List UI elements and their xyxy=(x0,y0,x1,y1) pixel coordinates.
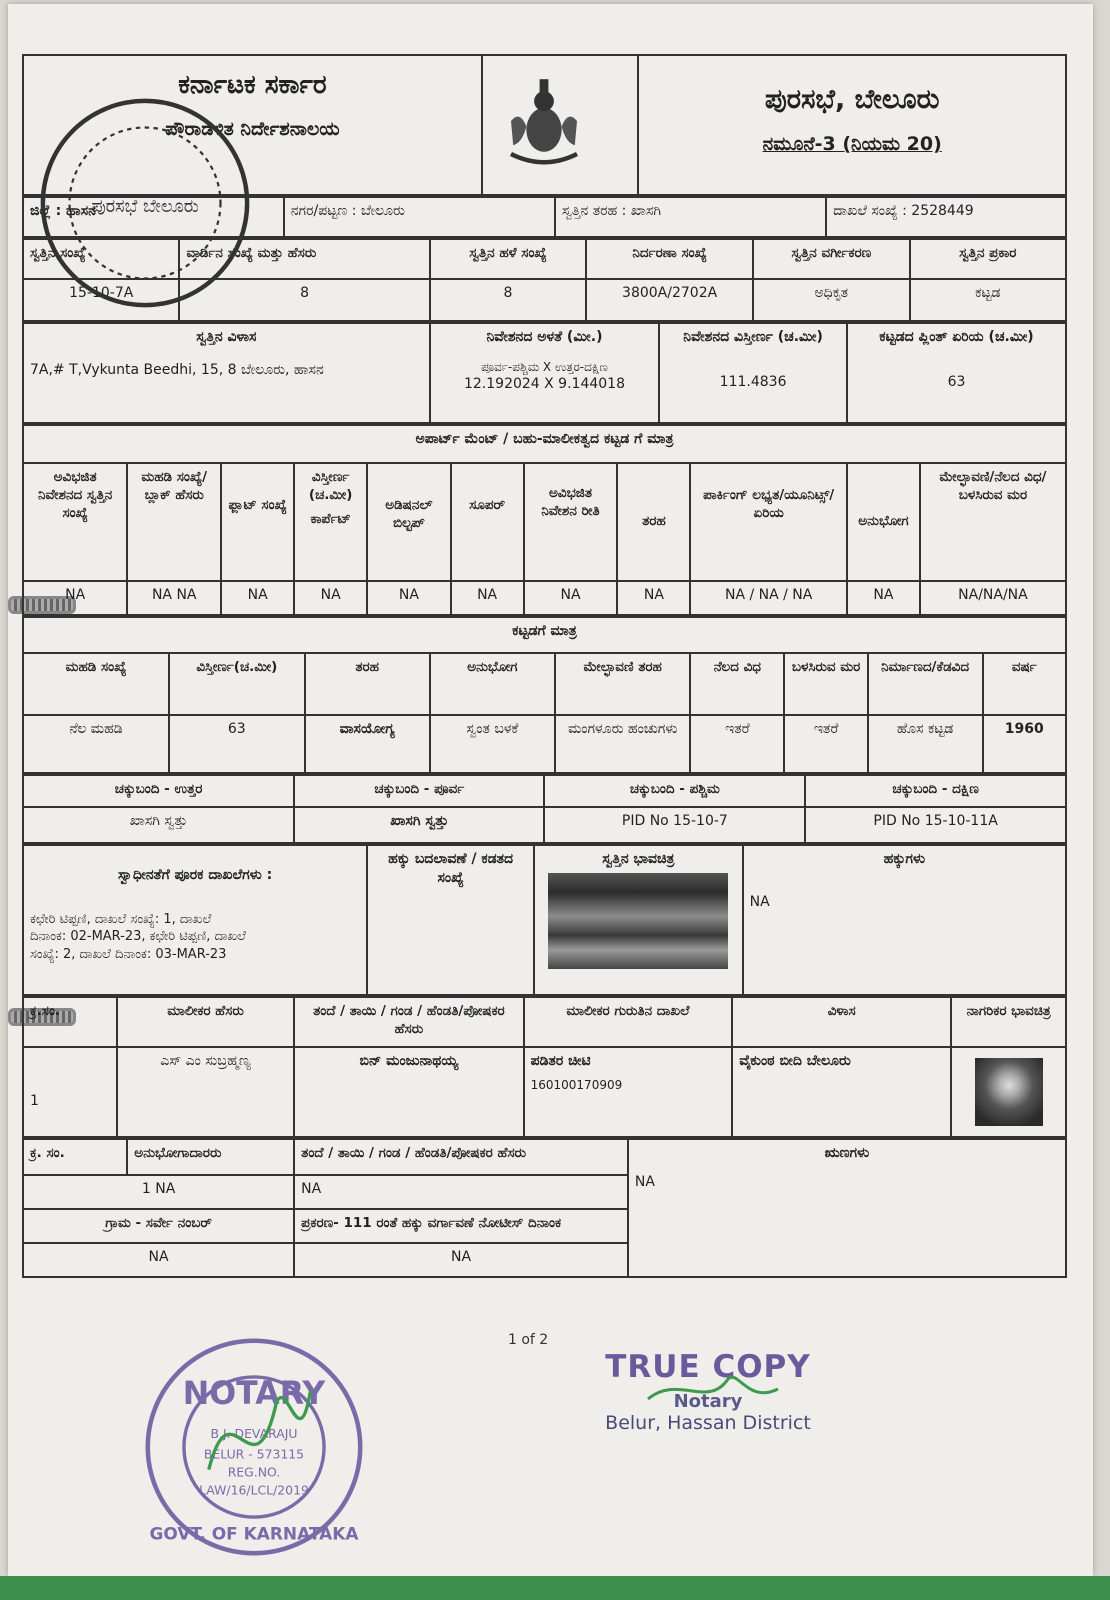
bld-header: ನಿರ್ಮಾಣದ/ಕೆಡವಿದ xyxy=(868,653,983,715)
apt-header xyxy=(451,463,524,581)
bld-value: ಇತರೆ xyxy=(784,715,867,773)
plinth-label: ಕಟ್ಟಡದ ಪ್ಲಿಂತ್ ಏರಿಯ (ಚ.ಮೀ) xyxy=(879,329,1034,345)
apt-header xyxy=(617,463,690,581)
address-table xyxy=(22,322,1067,424)
apt-value: NA / NA / NA xyxy=(690,581,846,615)
apt-header-text: ಸೂಪರ್ xyxy=(469,497,506,513)
transfer-label: ಹಕ್ಕು ಬದಲಾವಣೆ / ಕಡತದ ಸಂಖ್ಯೆ xyxy=(388,851,514,886)
boundary-south-label: ಚಕ್ಕುಬಂದಿ - ದಕ್ಷಿಣ xyxy=(805,775,1066,807)
owner-address-label: ವಿಳಾಸ xyxy=(732,997,951,1047)
boundary-north-value: ಖಾಸಗಿ ಸ್ವತ್ತು xyxy=(23,807,294,843)
address-value: 7A,# T,Vykunta Beedhi, 15, 8 ಬೇಲೂರು, ಹಾಸನ xyxy=(30,361,324,378)
assessment-no-value: 3800A/2702A xyxy=(586,279,753,321)
header-emblem-cell xyxy=(482,55,638,195)
apartment-title: ಅಪಾರ್ಟ್ ಮೆಂಟ್ / ಬಹು-ಮಾಲೀಕತ್ವದ ಕಟ್ಟಡ ಗೆ ಮಾತ್ರ xyxy=(23,425,1066,463)
occupant-sl-label: ಕ್ರ. ಸಂ. xyxy=(23,1139,127,1175)
seal-text: ಪುರಸಭೆ ಬೇಲೂರು xyxy=(91,196,199,217)
apt-value: NA xyxy=(221,581,294,615)
owner-id-type: ಪಡಿತರ ಚೀಟಿ xyxy=(530,1053,591,1069)
ward-value: 8 xyxy=(179,279,429,321)
transfer-cell xyxy=(367,845,534,995)
govt-title: ಕರ್ನಾಟಕ ಸರ್ಕಾರ xyxy=(178,70,327,100)
property-type-field: ಸ್ವತ್ತಿನ ತರಹ : ಖಾಸಗಿ xyxy=(555,197,826,237)
apt-value: NA xyxy=(23,581,127,615)
rights-label: ಹಕ್ಕುಗಳು xyxy=(883,851,926,867)
occupant-relation-label: ತಂದೆ / ತಾಯಿ / ಗಂಡ / ಹೆಂಡತಿ/ಪೋಷಕರ ಹೆಸರು xyxy=(294,1139,628,1175)
apt-header-text: ತರಹ xyxy=(642,513,666,529)
owner-relation: ಬಿನ್ ಮಂಜುನಾಥಯ್ಯ xyxy=(294,1047,523,1137)
svg-text:REG.NO.: REG.NO. xyxy=(227,1464,281,1480)
apt-header-text: ಕಾರ್ಪೆಟ್ xyxy=(310,511,351,528)
rights-cell xyxy=(743,845,1066,995)
bld-value: 63 xyxy=(169,715,305,773)
svg-text:NOTARY: NOTARY xyxy=(182,1376,326,1413)
bld-header: ವಿಸ್ತೀರ್ಣ(ಚ.ಮೀ) xyxy=(169,653,305,715)
area-value: 111.4836 xyxy=(719,373,787,390)
owner-sl-label: ಕ್ರ.ಸಂ. xyxy=(23,997,117,1047)
municipality-title: ಪುರಸಭೆ, ಬೇಲೂರು xyxy=(764,84,940,115)
supporting-docs-line: ಕಛೇರಿ ಟಿಪ್ಪಣಿ, ದಾಖಲೆ ಸಂಖ್ಯೆ: 1, ದಾಖಲೆ xyxy=(30,911,212,927)
notary-label: Notary xyxy=(673,1391,743,1412)
property-photo-cell xyxy=(534,845,743,995)
apt-header: ಮಹಡಿ ಸಂಖ್ಯೆ/ಬ್ಲಾಕ್ ಹೆಸರು xyxy=(127,463,221,581)
bld-value: ವಾಸಯೋಗ್ಯ xyxy=(305,715,430,773)
supporting-docs-line: ಸಂಖ್ಯೆ: 2, ದಾಖಲೆ ದಿನಾಂಕ: 03-MAR-23 xyxy=(30,946,227,962)
record-number-field: ದಾಖಲೆ ಸಂಖ್ಯೆ : 2528449 xyxy=(826,197,1066,237)
dims-cell xyxy=(430,323,659,423)
town-field: ನಗರ/ಪಟ್ಟಣ : ಬೇಲೂರು xyxy=(284,197,555,237)
owner-id-label: ಮಾಲೀಕರ ಗುರುತಿನ ದಾಖಲೆ xyxy=(524,997,733,1047)
notary-place: Belur, Hassan District xyxy=(605,1412,811,1434)
owners-table xyxy=(22,996,1067,1138)
bld-value: ಹೊಸ ಕಟ್ಟಡ xyxy=(868,715,983,773)
bld-header: ಮೇಲ್ಛಾವಣಿ ತರಹ xyxy=(555,653,691,715)
apartment-table xyxy=(22,424,1067,616)
boundary-south-value: PID No 15-10-11A xyxy=(805,807,1066,843)
notary-seal-icon xyxy=(141,1334,367,1560)
apt-value: NA xyxy=(294,581,367,615)
form-number: ನಮೂನೆ-3 (ನಿಯಮ 20) xyxy=(762,133,942,156)
background-surface xyxy=(0,1576,1110,1600)
apt-area-group-label: ವಿಸ್ತೀರ್ಣ (ಚ.ಮೀ) xyxy=(308,469,353,504)
property-photo-image xyxy=(548,873,728,969)
apt-value: NA NA xyxy=(127,581,221,615)
apt-header xyxy=(221,463,294,581)
supporting-docs-cell xyxy=(23,845,367,995)
classification-value: ಅಧಿಕೃತ xyxy=(753,279,909,321)
owner-relation-label: ತಂದೆ / ತಾಯಿ / ಗಂಡ / ಹೆಂಡತಿ/ಪೋಷಕರ ಹೆಸರು xyxy=(294,997,523,1047)
address-cell xyxy=(23,323,430,423)
bld-value: ಸ್ವಂತ ಬಳಕೆ xyxy=(430,715,555,773)
address-label: ಸ್ವತ್ತಿನ ವಿಳಾಸ xyxy=(196,329,257,345)
prop-kind-value: ಕಟ್ಟಡ xyxy=(910,279,1067,321)
apt-header: ಅವಿಭಜಿತ ನಿವೇಶನದ ಸ್ವತ್ತಿನ ಸಂಖ್ಯೆ xyxy=(23,463,127,581)
directorate-title: ಪೌರಾಡಳಿತ ನಿರ್ದೇಶನಾಲಯ xyxy=(165,118,340,141)
svg-text:GOVT. OF KARNATAKA: GOVT. OF KARNATAKA xyxy=(149,1523,359,1544)
liabilities-cell xyxy=(628,1139,1066,1277)
owner-sl-cell xyxy=(23,1047,117,1137)
survey-label: ಗ್ರಾಮ - ಸರ್ವೇ ನಂಬರ್ xyxy=(23,1209,294,1243)
building-table xyxy=(22,616,1067,774)
signature-icon xyxy=(618,1369,818,1409)
area-cell xyxy=(659,323,847,423)
owner-photo-label: ನಾಗರಿಕರ ಭಾವಚಿತ್ರ xyxy=(951,997,1066,1047)
survey-value: NA xyxy=(23,1243,294,1277)
owner-name: ಎಸ್ ಎಂ ಸುಬ್ರಹ್ಮಣ್ಯ xyxy=(117,1047,294,1137)
liabilities-value: NA xyxy=(634,1173,655,1190)
assessment-no-label: ನಿರ್ದರಣಾ ಸಂಖ್ಯೆ xyxy=(586,239,753,279)
apt-value: NA xyxy=(451,581,524,615)
boundary-east-value: ಖಾಸಗಿ ಸ್ವತ್ತು xyxy=(294,807,544,843)
bld-value: 1960 xyxy=(983,715,1067,773)
bld-header: ತರಹ xyxy=(305,653,430,715)
bld-header: ನೆಲದ ವಿಧ xyxy=(690,653,784,715)
area-label: ನಿವೇಶನದ ವಿಸ್ತೀರ್ಣ (ಚ.ಮೀ) xyxy=(683,329,823,345)
state-emblem-icon xyxy=(489,66,599,176)
notice-value: NA xyxy=(294,1243,628,1277)
prop-no-label: ಸ್ವತ್ತಿನ ಸಂಖ್ಯೆ xyxy=(23,239,179,279)
svg-text:B.J. DEVARAJU: B.J. DEVARAJU xyxy=(210,1425,298,1441)
bld-header: ಬಳಸಿರುವ ಮರ xyxy=(784,653,867,715)
owner-portrait-image xyxy=(975,1058,1043,1126)
classification-label: ಸ್ವತ್ತಿನ ವರ್ಗೀಕರಣ xyxy=(753,239,909,279)
occupant-row: 1 NA xyxy=(23,1175,294,1209)
owner-photo-cell xyxy=(951,1047,1066,1137)
bld-value: ನೆಲ ಮಹಡಿ xyxy=(23,715,169,773)
owner-address: ವೈಕುಂಠ ಬೀದಿ ಬೇಲೂರು xyxy=(732,1047,951,1137)
apt-header-text: ಫ್ಲಾಟ್ ಸಂಖ್ಯೆ xyxy=(228,497,287,513)
bld-header: ವರ್ಷ xyxy=(983,653,1067,715)
boundary-west-label: ಚಕ್ಕುಬಂದಿ - ಪಶ್ಚಿಮ xyxy=(544,775,805,807)
prop-kind-label: ಸ್ವತ್ತಿನ ಪ್ರಕಾರ xyxy=(910,239,1067,279)
district-field: ಜಿಲ್ಲೆ : ಹಾಸನ xyxy=(23,197,284,237)
dims-value1: ಪೂರ್ವ-ಪಶ್ಚಿಮ X ಉತ್ತರ-ದಕ್ಷಿಣ xyxy=(481,359,608,374)
apt-value: NA xyxy=(847,581,920,615)
boundary-east-label: ಚಕ್ಕುಬಂದಿ - ಪೂರ್ವ xyxy=(294,775,544,807)
occupants-table xyxy=(22,1138,1067,1278)
old-no-value: 8 xyxy=(430,279,586,321)
apt-header xyxy=(690,463,846,581)
apt-header: ಮೇಲ್ಛಾವಣಿ/ನೆಲದ ವಿಧ/ಬಳಸಿರುವ ಮರ xyxy=(920,463,1066,581)
bld-value: ಇತರೆ xyxy=(690,715,784,773)
plinth-cell xyxy=(847,323,1066,423)
apt-header xyxy=(524,463,618,581)
apt-header-text: ಅನುಭೋಗ xyxy=(858,513,909,529)
municipal-seal-icon xyxy=(34,92,256,314)
apt-header-text: ಅವಿಭಜಿತ ನಿವೇಶನ ರೀತಿ xyxy=(541,485,600,520)
rights-value: NA xyxy=(749,893,770,910)
liabilities-label: ಋಣಗಳು xyxy=(824,1145,870,1161)
apt-value: NA xyxy=(524,581,618,615)
occupant-name-label: ಅನುಭೋಗಾದಾರರು xyxy=(127,1139,294,1175)
apt-header-text: ಅಡಿಷನಲ್ ಬಿಲ್ಟಪ್ xyxy=(385,497,433,532)
owner-sl: 1 xyxy=(30,1093,39,1109)
prop-no-value: 15-10-7A xyxy=(23,279,179,321)
apt-value: NA xyxy=(367,581,450,615)
boundary-west-value: PID No 15-10-7 xyxy=(544,807,805,843)
supporting-docs-line: ದಿನಾಂಕ: 02-MAR-23, ಕಛೇರಿ ಟಿಪ್ಪಣಿ, ದಾಖಲೆ xyxy=(30,929,246,945)
documents-table xyxy=(22,844,1067,996)
apt-header-text: ಪಾರ್ಕಿಂಗ್ ಲಭ್ಯತ/ಯೂನಿಟ್ಸ್/ಏರಿಯ xyxy=(703,487,835,522)
owner-name-label: ಮಾಲೀಕರ ಹೆಸರು xyxy=(117,997,294,1047)
apt-value: NA/NA/NA xyxy=(920,581,1066,615)
building-title: ಕಟ್ಟಡಗೆ ಮಾತ್ರ xyxy=(23,617,1066,653)
dims-label: ನಿವೇಶನದ ಅಳತೆ (ಮೀ.) xyxy=(486,329,603,345)
property-photo-label: ಸ್ವತ್ತಿನ ಭಾವಚಿತ್ರ xyxy=(602,851,675,867)
true-copy-block xyxy=(598,1349,818,1434)
occupant-relation-value: NA xyxy=(294,1175,628,1209)
ward-label: ವಾರ್ಡಿನ ಸಂಖ್ಯೆ ಮತ್ತು ಹೆಸರು xyxy=(179,239,429,279)
apt-header xyxy=(847,463,920,581)
svg-text:BELUR - 573115: BELUR - 573115 xyxy=(203,1446,305,1462)
apt-value: NA xyxy=(617,581,690,615)
owner-id-number: 160100170909 xyxy=(530,1077,623,1092)
boundary-north-label: ಚಕ್ಕುಬಂದಿ - ಉತ್ತರ xyxy=(23,775,294,807)
boundaries-table xyxy=(22,774,1067,844)
apt-header xyxy=(367,463,450,581)
svg-text:LAW/16/LCL/2019: LAW/16/LCL/2019 xyxy=(199,1482,309,1498)
true-copy-label: TRUE COPY xyxy=(605,1349,811,1385)
bld-header: ಮಹಡಿ ಸಂಖ್ಯೆ xyxy=(23,653,169,715)
document-page xyxy=(8,4,1093,1576)
notice-label: ಪ್ರಕರಣ- 111 ರಂತೆ ಹಕ್ಕು ವರ್ಗಾವಣೆ ನೋಟೀಸ್ ದಿನಾಂಕ xyxy=(294,1209,628,1243)
supporting-docs-label: ಸ್ವಾಧೀನತೆಗೆ ಪೂರಕ ದಾಖಲೆಗಳು : xyxy=(117,867,273,883)
bld-header: ಅನುಭೋಗ xyxy=(430,653,555,715)
apt-header xyxy=(294,463,367,581)
plinth-value: 63 xyxy=(947,373,966,390)
header-right xyxy=(638,55,1066,195)
bld-value: ಮಂಗಳೂರು ಹಂಚುಗಳು xyxy=(555,715,691,773)
dims-value2: 12.192024 X 9.144018 xyxy=(463,376,625,393)
owner-id-cell xyxy=(524,1047,733,1137)
page-number: 1 of 2 xyxy=(508,1332,549,1348)
old-no-label: ಸ್ವತ್ತಿನ ಹಳೆ ಸಂಖ್ಯೆ xyxy=(430,239,586,279)
